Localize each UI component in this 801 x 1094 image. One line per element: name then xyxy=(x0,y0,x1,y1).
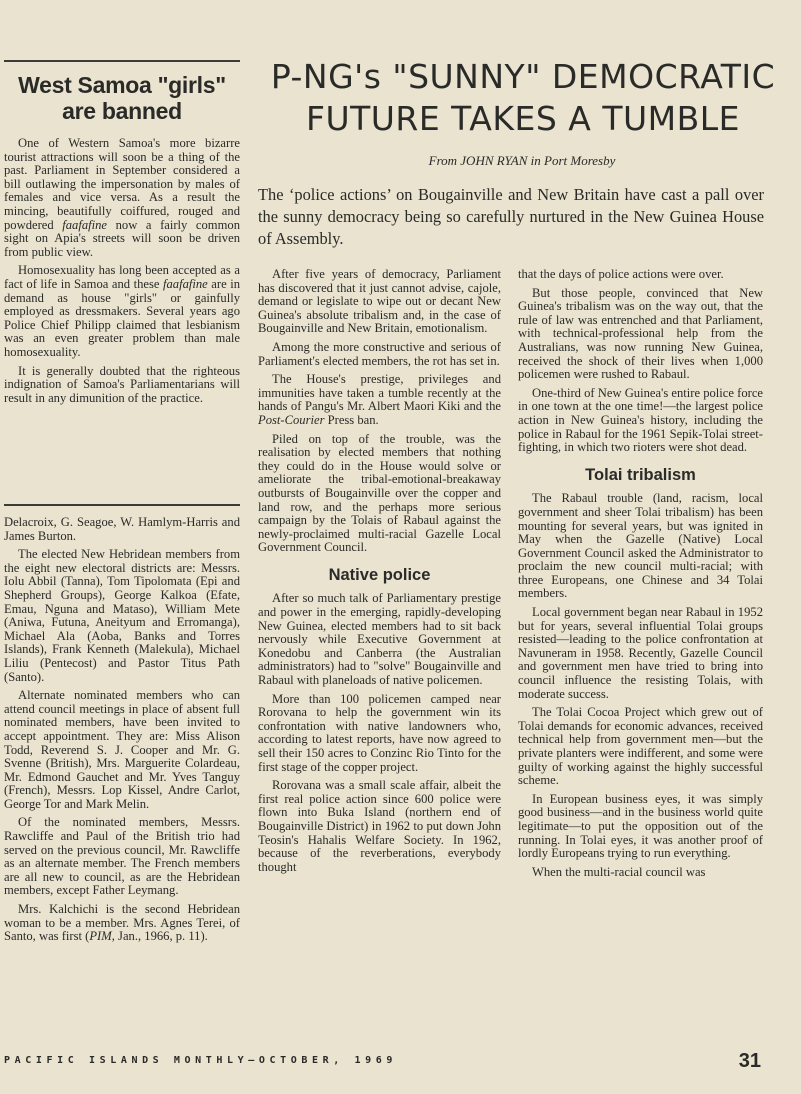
sidebar-paragraph: It is generally doubted that the righteous indignation of Samoa's Parliamentarians will result in any dimunition of the practice. xyxy=(4,363,240,405)
sidebar-paragraph: One of Western Samoa's more bizarre tourist attractions will soon be a thing of the past. Parliament in September considered a bill outlawing the impersonation by males of females and vice versa. As a result the mincing, beautifully coiffured, rouged and powdered faafafine now a fairly common sight on Apia's streets will soon be driven from public view. xyxy=(4,136,240,259)
page-number: 31 xyxy=(738,1050,761,1072)
article-paragraph: Among the more constructive and serious of Parliament's elected members, the rot has set in. xyxy=(258,339,501,368)
subhead-tolai-tribalism: Tolai tribalism xyxy=(585,465,696,484)
running-footer: PACIFIC ISLANDS MONTHLY—OCTOBER, 1969 xyxy=(4,1055,397,1066)
article-paragraph: The Rabaul trouble (land, racism, local government and sheer Tolai tribalism) has been mounting for several years, but was ignited in May when the Gazelle (Native) Local Government Council asked the Administrator to proclaim the new council multi-racial; with three Europeans, one Chinese and 34 Tolai members. xyxy=(518,491,763,601)
article-column-2 xyxy=(518,268,763,884)
byline: From JOHN RYAN in Port Moresby xyxy=(428,153,616,168)
article-paragraph: In European business eyes, it was simply good business—and in the business world quite legitimate—to put the opposition out of the running. In Tolai eyes, it was another proof of lordly Europeans trying to run everything. xyxy=(518,791,763,861)
headline-line-2: FUTURE TAKES A TUMBLE xyxy=(305,99,741,138)
article-paragraph: More than 100 policemen camped near Rorovana to help the government win its confrontation with native landowners who, according to latest reports, have now agreed to sell their 150 acres to Conzinc Rio Tinto for the first stage of the copper project. xyxy=(258,691,501,774)
sidebar-story xyxy=(4,137,240,410)
top-rule xyxy=(4,60,240,62)
article-paragraph: Piled on top of the trouble, was the realisation by elected members that nothing they could do in the House would solve or ameliorate the tribal-emotional-breakaway outbursts of Bougainville over the copper and land row, and the perhaps more serious campaign by the Tolais of Rabaul against the newly-proclaimed multi-racial Gazelle Local Government Council. xyxy=(258,431,501,555)
continued-story xyxy=(4,516,240,949)
article-paragraph: One-third of New Guinea's entire police force in one town at the one time!—the largest police action in New Guinea's history, including the police in Rabaul for the 1961 Sepik-Tolai street-fighting, in which two rioters were shot dead. xyxy=(518,385,763,455)
article-paragraph: When the multi-racial council was xyxy=(532,864,706,879)
subhead-native-police: Native police xyxy=(328,565,431,584)
article-intro: The ‘police actions’ on Bougainville and New Britain have cast a pall over the sunny democracy being so carefully nurtured in the New Guinea House of Assembly. xyxy=(258,185,764,248)
section-divider xyxy=(4,504,240,506)
article-paragraph: But those people, convinced that New Guinea's tribalism was on the way out, that the rule of law was entrenched and that Parliament, with technical-professional help from the Australians, was now running New Guinea, received the shock of their lives when 1,000 policemen were rushed to Rabaul. xyxy=(518,285,763,382)
article-column-1 xyxy=(258,268,501,879)
article-headline xyxy=(248,56,798,140)
article-paragraph: The Tolai Cocoa Project which grew out of Tolai demands for economic advances, received technical help from government men—but the private planters were indifferent, and some were guilty of working against the highly successful scheme. xyxy=(518,705,763,788)
sidebar-headline: West Samoa "girls" are banned xyxy=(18,72,226,124)
continued-paragraph: Alternate nominated members who can attend council meetings in place of absent full nominated members, have been invited to accept appointment. They are: Miss Alison Todd, Reverend S. J. Cooper and Mr. G. Svenne (British), Mrs. Marguerite Colardeau, Mr. Edmond Gauchet and Mr. Yves Tanguy (French), Messrs. Lop Kissel, Andre Carlot, George Tor and Mark Melin. xyxy=(4,688,240,811)
article-paragraph: After so much talk of Parliamentary prestige and power in the emerging, rapidly-developing New Guinea, elected members had to sit back nervously while Executive Government at Konedobu and Canberra (the Australian administrators) had to "solve" Bougainville and Rabaul with planeloads of native policemen. xyxy=(258,591,501,688)
article-paragraph: After five years of democracy, Parliament has discovered that it just cannot advise, cajole, demand or legislate to wipe out or decant New Guinea's absolute tribalism and, in the case of Bougainville and New Britain, emotionalism. xyxy=(258,267,501,336)
continued-paragraph: Mrs. Kalchichi is the second Hebridean woman to be a member. Mrs. Agnes Terei, of Santo, was first (PIM, Jan., 1966, p. 11). xyxy=(4,902,240,944)
continued-paragraph: Delacroix, G. Seagoe, W. Hamlym-Harris and James Burton. xyxy=(4,515,240,543)
article-paragraph: that the days of police actions were over. xyxy=(518,267,724,281)
article-paragraph: Rorovana was a small scale affair, albeit the first real police action since 600 police were flown into Buka Island (northern end of Bougainville District) in 1962 to put down John Teosin's Hahalis Welfare Society. In 1962, because of the reverberations, everybody thought xyxy=(258,778,501,874)
continued-paragraph: The elected New Hebridean members from the eight new electoral districts are: Messrs. Iolu Abbil (Tanna), Tom Tipolomata (Epi and Shepherd Groups), George Kalkoa (Efate, Emau, Nguna and Mataso), William Mete (Aniwa, Futuna, Aneityum and Erromanga), Michael Ala (Aoba, Banks and Torres Islands), Frank Kenneth (Malekula), Michael Liliu (Pentecost) and Pastor Titus Path (Santo). xyxy=(4,547,240,684)
continued-paragraph: Of the nominated members, Messrs. Rawcliffe and Paul of the British trio had served on the previous council, Mr. Rawcliffe as an alternate member. The French members are all new to council, as are the Hebridean members, except Father Leymang. xyxy=(4,815,240,898)
article-paragraph: The House's prestige, privileges and immunities have taken a tumble recently at the hands of Pangu's Mr. Albert Maori Kiki and the Post-Courier Press ban. xyxy=(258,372,501,427)
article-paragraph: Local government began near Rabaul in 1952 but for years, several influential Tolai groups resisted—leading to the police confrontation at Navuneram in 1958. Recently, Gazelle Council and government men have tried to bring into council influence the resisting Tolais, with moderate success. xyxy=(518,605,763,701)
headline-line-1: P-NG's "SUNNY" DEMOCRATIC xyxy=(270,57,776,96)
sidebar-paragraph: Homosexuality has long been accepted as a fact of life in Samoa and these faafafine are in demand as house "girls" or gainfully employed as dressmakers. Several years ago Police Chief Philipp claimed that lesbianism was an even greater problem than male homosexuality. xyxy=(4,263,240,359)
